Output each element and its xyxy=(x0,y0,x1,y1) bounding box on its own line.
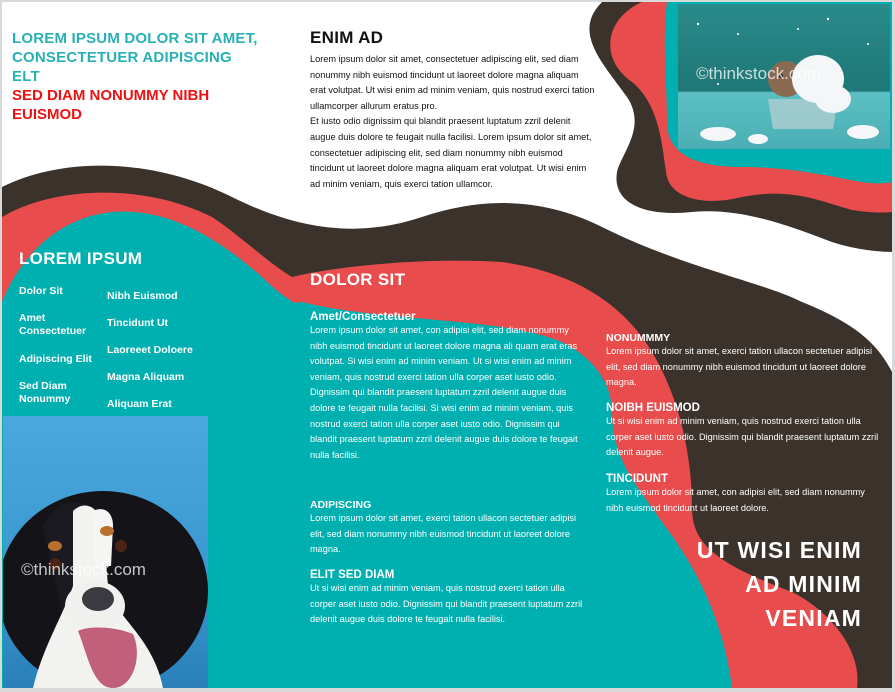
enim-ad-paragraph-1: Lorem ipsum dolor sit amet, consectetuer adipiscing elit, sed diam nonummy nibh euismod tincidunt ut laoreet dolore magna aliquam erat volutpat. Ut wisi enim ad minim veniam, quis nostrud exerci tation ullamcorper allurum eratus pro. xyxy=(310,54,595,111)
enim-ad-paragraph-2: Et iusto odio dignissim qui blandit praesent luptatum zzril delenit augue duis dolore te feugait nulla facilisi. Lorem ipsum dolor sit amet, consectetuer adipiscing elit, sed diam nonummy nibh euismod tincidunt ut laoreet dolore magna aliquam erat volutpat. Ut wisi enim ad minim veniam, quis exerci tation ullamcor. xyxy=(310,116,592,189)
menu-item-sed-diam-nonummy[interactable]: Sed Diam Nonummy xyxy=(19,380,71,405)
section-text: Lorem ipsum dolor sit amet, con adipisi elit, sed diam nonummy nibh euismod tincidunt ut laoreet dolore magna ali quam erat eras volutpat. Si wisi enim ad minim veniam. Ut si wisi enim ad minim veniam, quis nostrud exerci tation ulla corper aset iusto odio. Dignissim qui blandit praesent luptatum zzril delenit augue duis dolore te feugait nulla facilisi. Si wisi enim ad minim veniam, quis nostrud exerci tation ulla corper aset iusto odio. Dignissim qui blandit praesent luptatum zzril delenit augue duis dolore te feugait nulla facilisi. xyxy=(310,325,578,460)
dog-photo xyxy=(3,416,208,688)
slogan-line-3: VENIAM xyxy=(765,605,862,631)
right-section-2 xyxy=(606,402,881,461)
dog-photo-watermark: ©thinkstock.com xyxy=(21,560,146,579)
dolor-sit-section-3 xyxy=(310,569,585,628)
section-subheading: TINCIDUNT xyxy=(606,473,668,485)
section-subheading: ADIPISCING xyxy=(310,499,372,511)
menu-item-nibh-euismod[interactable]: Nibh Euismod xyxy=(107,290,178,302)
section-text: Lorem ipsum dolor sit amet, exerci tation ullacon sectetuer adipisi elit, sed diam nonummy nibh euismod tincidunt ut laoreet dolore magna. xyxy=(606,346,873,388)
menu-heading: LOREM IPSUM xyxy=(19,249,143,268)
slogan-line-2: AD MINIM xyxy=(745,571,862,597)
section-text: Lorem ipsum dolor sit amet, exerci tation ullacon sectetuer adipisi elit, sed diam nonummy nibh euismod tincidunt ut laoreet dolore magna. xyxy=(310,513,577,555)
right-section-1 xyxy=(606,332,881,391)
cover-title-teal-line-1: LOREM IPSUM DOLOR SIT AMET, xyxy=(12,30,258,47)
cover-title-red-line-2: EUISMOD xyxy=(12,106,83,123)
cover-title-red-line-1: SED DIAM NONUMMY NIBH xyxy=(12,87,210,104)
cover-title-teal-line-3: ELT xyxy=(12,68,40,85)
menu-item-laoreeet-doloere[interactable]: Laoreeet Doloere xyxy=(107,344,193,356)
menu-item-aliquam-erat[interactable]: Aliquam Erat xyxy=(107,398,172,410)
menu-item-amet-consectetuer[interactable]: Amet Consectetuer xyxy=(19,312,87,337)
slogan-line-1: UT WISI ENIM xyxy=(696,537,862,563)
brochure-page xyxy=(2,2,892,688)
right-section-3 xyxy=(606,473,881,516)
slogan xyxy=(622,533,862,635)
cover-title-teal-line-2: CONSECTETUER ADIPISCING xyxy=(12,49,232,66)
enim-ad-heading: ENIM AD xyxy=(310,28,384,47)
section-subheading: NONUMMMY xyxy=(606,332,671,344)
section-subheading: NOIBH EUISMOD xyxy=(606,402,700,414)
section-subheading: ELIT SED DIAM xyxy=(310,569,395,581)
dolor-sit-heading: DOLOR SIT xyxy=(310,270,406,289)
menu-item-dolor-sit[interactable]: Dolor Sit xyxy=(19,285,63,297)
menu-item-adipiscing-elit[interactable]: Adipiscing Elit xyxy=(19,353,92,365)
cover-title xyxy=(12,29,292,124)
menu-item-magna-aliquam[interactable]: Magna Aliquam xyxy=(107,371,185,383)
section-text: Ut si wisi enim ad minim veniam, quis nostrud exerci tation ulla corper aset iusto odio. Dignissim qui blandit praesent luptatum zzril delenit augue. xyxy=(606,416,879,458)
dolor-sit-section-2 xyxy=(310,499,585,558)
section-text: Lorem ipsum dolor sit amet, con adipisi elit, sed diam nonummy nibh euismod tincidunt ut laoreet dolore. xyxy=(606,487,865,513)
dog-illustration xyxy=(3,416,208,688)
section-text: Ut si wisi enim ad minim veniam, quis nostrud exerci tation ulla corper aset iusto odio. Dignissim qui blandit praesent luptatum zzril delenit augue duis dolore te feugait nulla facilisi. xyxy=(310,583,583,625)
enim-ad-body xyxy=(310,52,595,192)
dolor-sit-section-1 xyxy=(310,311,585,463)
section-subheading: Amet/Consectetuer xyxy=(310,311,416,323)
menu-item-tincidunt-ut[interactable]: Tincidunt Ut xyxy=(107,317,169,329)
puppy-bath-photo xyxy=(678,4,890,149)
puppy-photo-watermark: ©thinkstock.com xyxy=(696,64,821,83)
